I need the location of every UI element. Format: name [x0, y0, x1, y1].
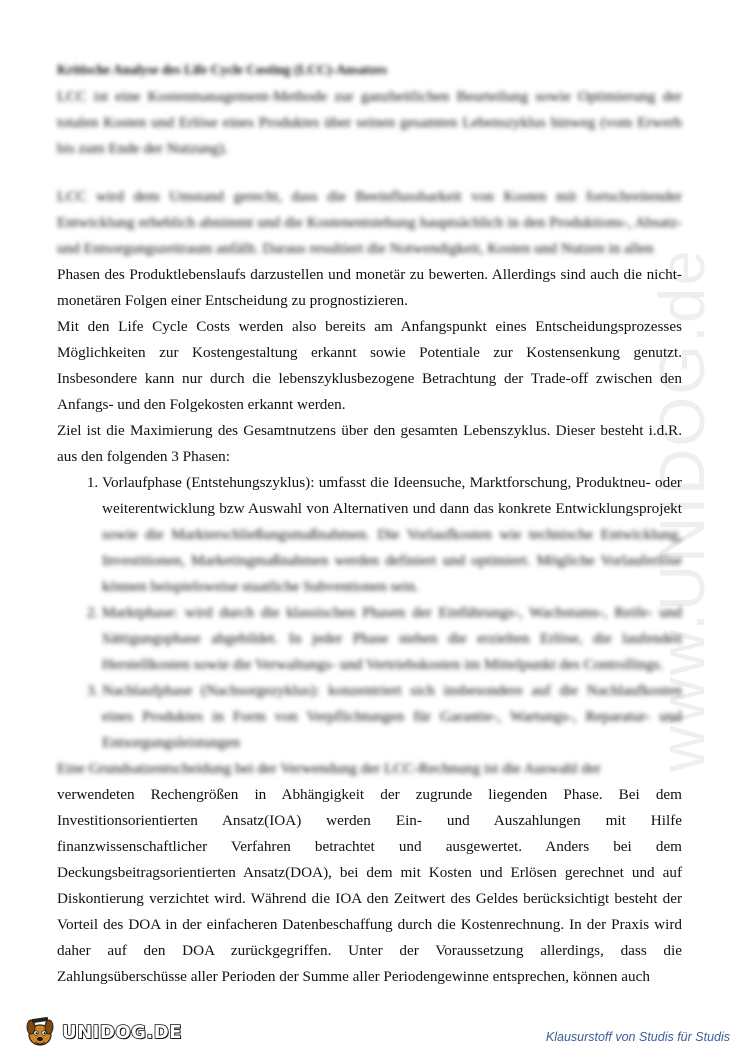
paragraph-lcc-rationale: [57, 184, 682, 314]
paragraph-life-cycle-costs: Mit den Life Cycle Costs werden also bereits am Anfangspunkt eines Entscheidungsprozesses Möglichkeiten zur Kostengestaltung erkannt sowie Potentiale zur Kostensenkung genutzt. Insbesondere kann nur durch die lebenszyklusbezogene Betrachtung der Trade-off zwischen den Anfangs- und den Folgekosten erkannt werden.: [57, 318, 682, 413]
phase-item-text: Vorlaufphase (Entstehungszyklus): umfasst die Ideensuche, Marktforschung, Produktneu- oder weiterentwicklung bzw Auswahl von Alternativen und dann das konkrete Entwicklungsprojekt: [102, 474, 682, 517]
paragraph-visible-part: verwendeten Rechengrößen in Abhängigkeit der zugrunde liegenden Phase. Bei dem Investitionsorientierten Ansatz(IOA) werden Ein- und Auszahlungen mit Hilfe finanzwissenschaftlicher Verfahren betrachtet und ausgewertet. Anders bei dem Deckungsbeitragsorientierten Ansatz(DOA), bei dem mit Kosten und Erlösen gerechnet und auf Diskontierung verzichtet wird. Während die IOA den Zeitwert des Geldes berücksichtigt besteht der Vorteil des DOA in der einfacheren Datenbeschaffung durch die Kostenrechnung. In der Praxis wird daher auf den DOA zurückgegriffen. Unter der Voraussetzung allerdings, dass die Zahlungsüberschüsse aller Perioden der Summe aller Periodengewinne entsprechen, können auch: [57, 786, 682, 985]
paragraph-rechengroessen: [57, 756, 682, 990]
footer-tagline: Klausurstoff von Studis für Studis: [545, 1030, 730, 1044]
phase-item-blurred: sowie die Markterschließungsmaßnahmen. Die Vorlaufkosten wie technische Entwicklung, Investitionen, Marketingmaßnahmen werden definiert und optimiert. Mögliche Vorlauferlöse können beispielsweise staatliche Subventionen sein.: [102, 526, 682, 595]
paragraph-blurred-part: LCC wird dem Umstand gerecht, dass die Beeinflussbarkeit von Kosten mit fortschreitender Entwicklung erheblich abnimmt und die Kostenentstehung hauptsächlich in den Produktions-, Absatz- und Entsorgungszeitraum anfällt. Daraus resultiert die Notwendigkeit, Kosten und Nutzen in allen: [57, 188, 682, 257]
phases-list: [57, 470, 682, 756]
paragraph-blurred-part: Eine Grundsatzentscheidung bei der Verwendung der LCC-Rechnung ist die Auswahl der: [57, 760, 601, 777]
phase-item-blurred: Nachlaufphase (Nachsorgezyklus): konzentriert sich insbesondere auf die Nachlaufkosten eines Produktes in Form von Verpflichtungen für Garantie-, Wartungs-, Reparatur- und Entsorgungsleistungen: [102, 682, 682, 751]
paragraph-goal: Ziel ist die Maximierung des Gesamtnutzens über den gesamten Lebenszyklus. Dieser besteht i.d.R. aus den folgenden 3 Phasen:: [57, 422, 682, 465]
logo-text: UNIDOG.DE: [62, 1021, 182, 1043]
dog-mascot-icon: [22, 1015, 58, 1049]
phase-item-nachlauf: [102, 678, 682, 756]
phase-item-blurred: Marktphase: wird durch die klassischen Phasen der Einführungs-, Wachstums-, Reife- und Sättigungsphase abgebildet. In jeder Phase stehen die erzielten Erlöse, die laufenden Herstellkosten sowie die Verwaltungs- und Vertriebskosten im Mittelpunkt des Controllings.: [102, 604, 682, 673]
unidog-logo[interactable]: [22, 1015, 182, 1049]
document-page: [57, 62, 682, 990]
document-title: Kritische Analyse des Life Cycle Costing (LCC)-Ansatzes: [57, 62, 387, 77]
phase-item-markt: [102, 600, 682, 678]
paragraph-visible-part: Phasen des Produktlebenslaufs darzustellen und monetär zu bewerten. Allerdings sind auch die nicht-monetären Folgen einer Entscheidung zu prognostizieren.: [57, 266, 682, 309]
intro-paragraph: LCC ist eine Kostenmanagement-Methode zur ganzheitlichen Beurteilung sowie Optimierung der totalen Kosten und Erlöse eines Produktes über seinen gesamten Lebenszyklus hinweg (vom Erwerb bis zum Ende der Nutzung).: [57, 88, 682, 157]
phase-item-vorlauf: [102, 470, 682, 600]
watermark: www.UNIDOG.de: [646, 248, 718, 772]
